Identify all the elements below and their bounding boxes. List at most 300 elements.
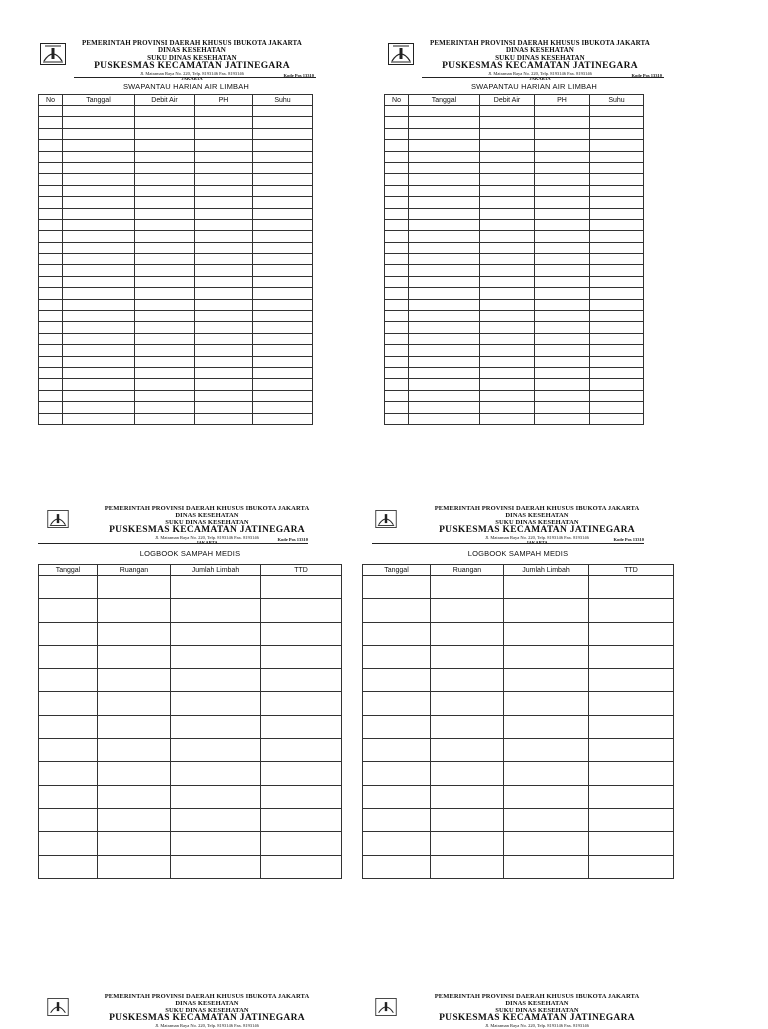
table-cell[interactable] — [409, 231, 480, 242]
table-cell[interactable] — [535, 367, 590, 378]
table-cell[interactable] — [63, 140, 135, 151]
table-cell[interactable] — [195, 151, 253, 162]
table-cell[interactable] — [385, 413, 409, 424]
table-cell[interactable] — [63, 174, 135, 185]
table-cell[interactable] — [98, 692, 171, 715]
table-cell[interactable] — [590, 117, 644, 128]
table-cell[interactable] — [135, 367, 195, 378]
table-cell[interactable] — [590, 379, 644, 390]
table-cell[interactable] — [409, 174, 480, 185]
table-cell[interactable] — [195, 311, 253, 322]
table-cell[interactable] — [385, 208, 409, 219]
table-cell[interactable] — [135, 288, 195, 299]
table-cell[interactable] — [63, 231, 135, 242]
table-cell[interactable] — [409, 299, 480, 310]
table-cell[interactable] — [363, 785, 431, 808]
table-cell[interactable] — [63, 151, 135, 162]
table-cell[interactable] — [135, 413, 195, 424]
table-cell[interactable] — [504, 645, 589, 668]
table-cell[interactable] — [385, 106, 409, 117]
table-cell[interactable] — [480, 174, 535, 185]
table-cell[interactable] — [253, 208, 313, 219]
table-cell[interactable] — [480, 208, 535, 219]
table-cell[interactable] — [261, 622, 342, 645]
table-cell[interactable] — [409, 265, 480, 276]
table-cell[interactable] — [253, 413, 313, 424]
table-cell[interactable] — [480, 402, 535, 413]
table-cell[interactable] — [480, 322, 535, 333]
table-cell[interactable] — [39, 715, 98, 738]
table-cell[interactable] — [385, 288, 409, 299]
table-cell[interactable] — [480, 197, 535, 208]
table-cell[interactable] — [39, 140, 63, 151]
table-cell[interactable] — [504, 808, 589, 831]
table-cell[interactable] — [590, 299, 644, 310]
table-cell[interactable] — [253, 162, 313, 173]
table-cell[interactable] — [195, 231, 253, 242]
table-cell[interactable] — [135, 140, 195, 151]
table-cell[interactable] — [535, 311, 590, 322]
table-cell[interactable] — [590, 151, 644, 162]
table-cell[interactable] — [253, 254, 313, 265]
table-cell[interactable] — [135, 174, 195, 185]
table-cell[interactable] — [98, 599, 171, 622]
table-cell[interactable] — [480, 356, 535, 367]
table-cell[interactable] — [409, 185, 480, 196]
table-cell[interactable] — [590, 242, 644, 253]
table-cell[interactable] — [39, 367, 63, 378]
table-cell[interactable] — [535, 106, 590, 117]
table-cell[interactable] — [535, 299, 590, 310]
table-cell[interactable] — [135, 162, 195, 173]
table-cell[interactable] — [63, 333, 135, 344]
table-cell[interactable] — [261, 832, 342, 855]
table-cell[interactable] — [135, 219, 195, 230]
table-cell[interactable] — [261, 739, 342, 762]
table-cell[interactable] — [535, 288, 590, 299]
table-cell[interactable] — [39, 855, 98, 878]
table-cell[interactable] — [195, 185, 253, 196]
table-cell[interactable] — [590, 311, 644, 322]
table-cell[interactable] — [590, 288, 644, 299]
table-cell[interactable] — [409, 242, 480, 253]
table-cell[interactable] — [385, 311, 409, 322]
table-cell[interactable] — [135, 333, 195, 344]
table-cell[interactable] — [195, 367, 253, 378]
table-cell[interactable] — [39, 288, 63, 299]
table-cell[interactable] — [135, 311, 195, 322]
table-cell[interactable] — [480, 106, 535, 117]
table-cell[interactable] — [195, 322, 253, 333]
table-cell[interactable] — [504, 715, 589, 738]
table-cell[interactable] — [589, 599, 674, 622]
table-cell[interactable] — [363, 576, 431, 599]
table-cell[interactable] — [135, 254, 195, 265]
table-cell[interactable] — [480, 288, 535, 299]
table-cell[interactable] — [261, 808, 342, 831]
table-cell[interactable] — [39, 128, 63, 139]
table-cell[interactable] — [171, 622, 261, 645]
table-cell[interactable] — [39, 265, 63, 276]
table-cell[interactable] — [39, 322, 63, 333]
table-cell[interactable] — [385, 265, 409, 276]
table-cell[interactable] — [39, 599, 98, 622]
table-cell[interactable] — [135, 231, 195, 242]
table-cell[interactable] — [135, 128, 195, 139]
table-cell[interactable] — [535, 219, 590, 230]
table-cell[interactable] — [590, 345, 644, 356]
table-cell[interactable] — [253, 333, 313, 344]
table-cell[interactable] — [409, 413, 480, 424]
table-cell[interactable] — [409, 288, 480, 299]
table-cell[interactable] — [195, 254, 253, 265]
table-cell[interactable] — [504, 855, 589, 878]
table-cell[interactable] — [535, 151, 590, 162]
table-cell[interactable] — [135, 345, 195, 356]
table-cell[interactable] — [63, 162, 135, 173]
table-cell[interactable] — [261, 692, 342, 715]
table-cell[interactable] — [385, 402, 409, 413]
table-cell[interactable] — [431, 832, 504, 855]
table-cell[interactable] — [363, 855, 431, 878]
table-cell[interactable] — [385, 276, 409, 287]
table-cell[interactable] — [135, 299, 195, 310]
table-cell[interactable] — [39, 762, 98, 785]
table-cell[interactable] — [431, 692, 504, 715]
table-cell[interactable] — [195, 413, 253, 424]
table-cell[interactable] — [431, 808, 504, 831]
table-cell[interactable] — [63, 390, 135, 401]
table-cell[interactable] — [431, 739, 504, 762]
table-cell[interactable] — [385, 367, 409, 378]
table-cell[interactable] — [535, 162, 590, 173]
table-cell[interactable] — [39, 692, 98, 715]
table-cell[interactable] — [98, 645, 171, 668]
table-cell[interactable] — [171, 645, 261, 668]
table-cell[interactable] — [39, 242, 63, 253]
table-cell[interactable] — [253, 185, 313, 196]
table-cell[interactable] — [63, 128, 135, 139]
table-cell[interactable] — [39, 174, 63, 185]
table-cell[interactable] — [535, 231, 590, 242]
table-cell[interactable] — [253, 288, 313, 299]
table-cell[interactable] — [480, 390, 535, 401]
table-cell[interactable] — [39, 785, 98, 808]
table-cell[interactable] — [39, 333, 63, 344]
table-cell[interactable] — [195, 117, 253, 128]
table-cell[interactable] — [409, 151, 480, 162]
table-cell[interactable] — [135, 197, 195, 208]
table-cell[interactable] — [385, 162, 409, 173]
table-cell[interactable] — [409, 402, 480, 413]
table-cell[interactable] — [63, 379, 135, 390]
table-cell[interactable] — [409, 379, 480, 390]
table-cell[interactable] — [253, 106, 313, 117]
table-cell[interactable] — [409, 140, 480, 151]
table-cell[interactable] — [480, 311, 535, 322]
table-cell[interactable] — [195, 345, 253, 356]
table-cell[interactable] — [135, 151, 195, 162]
table-cell[interactable] — [261, 669, 342, 692]
table-cell[interactable] — [63, 117, 135, 128]
table-cell[interactable] — [135, 379, 195, 390]
table-cell[interactable] — [504, 692, 589, 715]
table-cell[interactable] — [39, 162, 63, 173]
table-cell[interactable] — [253, 174, 313, 185]
table-cell[interactable] — [504, 762, 589, 785]
table-cell[interactable] — [590, 128, 644, 139]
table-cell[interactable] — [195, 299, 253, 310]
table-cell[interactable] — [590, 367, 644, 378]
table-cell[interactable] — [480, 333, 535, 344]
table-cell[interactable] — [480, 265, 535, 276]
table-cell[interactable] — [171, 669, 261, 692]
table-cell[interactable] — [253, 128, 313, 139]
table-cell[interactable] — [480, 151, 535, 162]
table-cell[interactable] — [39, 106, 63, 117]
table-cell[interactable] — [480, 231, 535, 242]
table-cell[interactable] — [480, 367, 535, 378]
table-cell[interactable] — [261, 645, 342, 668]
table-cell[interactable] — [135, 390, 195, 401]
table-cell[interactable] — [135, 242, 195, 253]
table-cell[interactable] — [409, 254, 480, 265]
table-cell[interactable] — [385, 345, 409, 356]
table-cell[interactable] — [385, 254, 409, 265]
table-cell[interactable] — [385, 379, 409, 390]
table-cell[interactable] — [98, 739, 171, 762]
table-cell[interactable] — [253, 322, 313, 333]
table-cell[interactable] — [363, 715, 431, 738]
table-cell[interactable] — [431, 645, 504, 668]
table-cell[interactable] — [195, 208, 253, 219]
table-cell[interactable] — [39, 402, 63, 413]
table-cell[interactable] — [535, 197, 590, 208]
table-cell[interactable] — [98, 808, 171, 831]
table-cell[interactable] — [253, 311, 313, 322]
table-cell[interactable] — [590, 140, 644, 151]
table-cell[interactable] — [535, 265, 590, 276]
table-cell[interactable] — [195, 379, 253, 390]
table-cell[interactable] — [171, 576, 261, 599]
table-cell[interactable] — [589, 576, 674, 599]
table-cell[interactable] — [363, 739, 431, 762]
table-cell[interactable] — [590, 231, 644, 242]
table-cell[interactable] — [195, 140, 253, 151]
table-cell[interactable] — [39, 669, 98, 692]
table-cell[interactable] — [261, 599, 342, 622]
table-cell[interactable] — [590, 197, 644, 208]
table-cell[interactable] — [135, 117, 195, 128]
table-cell[interactable] — [261, 855, 342, 878]
table-cell[interactable] — [39, 117, 63, 128]
table-cell[interactable] — [535, 356, 590, 367]
table-cell[interactable] — [195, 390, 253, 401]
table-cell[interactable] — [409, 322, 480, 333]
table-cell[interactable] — [409, 333, 480, 344]
table-cell[interactable] — [504, 622, 589, 645]
table-cell[interactable] — [98, 715, 171, 738]
table-cell[interactable] — [253, 379, 313, 390]
table-cell[interactable] — [98, 855, 171, 878]
table-cell[interactable] — [195, 128, 253, 139]
table-cell[interactable] — [535, 402, 590, 413]
table-cell[interactable] — [135, 208, 195, 219]
table-cell[interactable] — [98, 622, 171, 645]
table-cell[interactable] — [195, 174, 253, 185]
table-cell[interactable] — [253, 140, 313, 151]
table-cell[interactable] — [135, 265, 195, 276]
table-cell[interactable] — [409, 345, 480, 356]
table-cell[interactable] — [98, 785, 171, 808]
table-cell[interactable] — [63, 185, 135, 196]
table-cell[interactable] — [135, 322, 195, 333]
table-cell[interactable] — [504, 785, 589, 808]
table-cell[interactable] — [590, 174, 644, 185]
table-cell[interactable] — [195, 219, 253, 230]
table-cell[interactable] — [409, 356, 480, 367]
table-cell[interactable] — [39, 219, 63, 230]
table-cell[interactable] — [480, 185, 535, 196]
table-cell[interactable] — [385, 140, 409, 151]
table-cell[interactable] — [385, 356, 409, 367]
table-cell[interactable] — [535, 128, 590, 139]
table-cell[interactable] — [385, 231, 409, 242]
table-cell[interactable] — [590, 208, 644, 219]
table-cell[interactable] — [535, 242, 590, 253]
table-cell[interactable] — [535, 254, 590, 265]
table-cell[interactable] — [39, 645, 98, 668]
table-cell[interactable] — [409, 128, 480, 139]
table-cell[interactable] — [589, 622, 674, 645]
table-cell[interactable] — [504, 599, 589, 622]
table-cell[interactable] — [253, 197, 313, 208]
table-cell[interactable] — [171, 692, 261, 715]
table-cell[interactable] — [253, 219, 313, 230]
table-cell[interactable] — [589, 832, 674, 855]
table-cell[interactable] — [363, 692, 431, 715]
table-cell[interactable] — [590, 333, 644, 344]
table-cell[interactable] — [253, 265, 313, 276]
table-cell[interactable] — [409, 162, 480, 173]
table-cell[interactable] — [590, 219, 644, 230]
table-cell[interactable] — [363, 622, 431, 645]
table-cell[interactable] — [63, 254, 135, 265]
table-cell[interactable] — [39, 185, 63, 196]
table-cell[interactable] — [385, 174, 409, 185]
table-cell[interactable] — [431, 855, 504, 878]
table-cell[interactable] — [171, 785, 261, 808]
table-cell[interactable] — [63, 322, 135, 333]
table-cell[interactable] — [253, 242, 313, 253]
table-cell[interactable] — [261, 576, 342, 599]
table-cell[interactable] — [253, 276, 313, 287]
table-cell[interactable] — [590, 162, 644, 173]
table-cell[interactable] — [589, 785, 674, 808]
table-cell[interactable] — [535, 117, 590, 128]
table-cell[interactable] — [363, 669, 431, 692]
table-cell[interactable] — [385, 299, 409, 310]
table-cell[interactable] — [385, 322, 409, 333]
table-cell[interactable] — [253, 151, 313, 162]
table-cell[interactable] — [535, 390, 590, 401]
table-cell[interactable] — [39, 231, 63, 242]
table-cell[interactable] — [261, 762, 342, 785]
table-cell[interactable] — [171, 762, 261, 785]
table-cell[interactable] — [39, 390, 63, 401]
table-cell[interactable] — [431, 576, 504, 599]
table-cell[interactable] — [480, 254, 535, 265]
table-cell[interactable] — [480, 128, 535, 139]
table-cell[interactable] — [98, 669, 171, 692]
table-cell[interactable] — [385, 390, 409, 401]
table-cell[interactable] — [590, 413, 644, 424]
table-cell[interactable] — [39, 345, 63, 356]
table-cell[interactable] — [409, 367, 480, 378]
table-cell[interactable] — [63, 288, 135, 299]
table-cell[interactable] — [195, 265, 253, 276]
table-cell[interactable] — [363, 645, 431, 668]
table-cell[interactable] — [39, 299, 63, 310]
table-cell[interactable] — [504, 832, 589, 855]
table-cell[interactable] — [253, 231, 313, 242]
table-cell[interactable] — [63, 311, 135, 322]
table-cell[interactable] — [385, 117, 409, 128]
table-cell[interactable] — [590, 356, 644, 367]
table-cell[interactable] — [195, 276, 253, 287]
table-cell[interactable] — [63, 356, 135, 367]
table-cell[interactable] — [480, 162, 535, 173]
table-cell[interactable] — [195, 242, 253, 253]
table-cell[interactable] — [535, 276, 590, 287]
table-cell[interactable] — [385, 128, 409, 139]
table-cell[interactable] — [589, 855, 674, 878]
table-cell[interactable] — [535, 413, 590, 424]
table-cell[interactable] — [480, 379, 535, 390]
table-cell[interactable] — [409, 390, 480, 401]
table-cell[interactable] — [385, 185, 409, 196]
table-cell[interactable] — [431, 715, 504, 738]
table-cell[interactable] — [480, 299, 535, 310]
table-cell[interactable] — [195, 288, 253, 299]
table-cell[interactable] — [535, 379, 590, 390]
table-cell[interactable] — [253, 299, 313, 310]
table-cell[interactable] — [39, 576, 98, 599]
table-cell[interactable] — [63, 208, 135, 219]
table-cell[interactable] — [63, 197, 135, 208]
table-cell[interactable] — [195, 402, 253, 413]
table-cell[interactable] — [535, 345, 590, 356]
table-cell[interactable] — [480, 117, 535, 128]
table-cell[interactable] — [535, 322, 590, 333]
table-cell[interactable] — [195, 333, 253, 344]
table-cell[interactable] — [409, 117, 480, 128]
table-cell[interactable] — [63, 106, 135, 117]
table-cell[interactable] — [480, 140, 535, 151]
table-cell[interactable] — [480, 413, 535, 424]
table-cell[interactable] — [535, 208, 590, 219]
table-cell[interactable] — [535, 174, 590, 185]
table-cell[interactable] — [590, 185, 644, 196]
table-cell[interactable] — [409, 197, 480, 208]
table-cell[interactable] — [431, 622, 504, 645]
table-cell[interactable] — [590, 106, 644, 117]
table-cell[interactable] — [480, 345, 535, 356]
table-cell[interactable] — [39, 254, 63, 265]
table-cell[interactable] — [39, 197, 63, 208]
table-cell[interactable] — [63, 265, 135, 276]
table-cell[interactable] — [63, 402, 135, 413]
